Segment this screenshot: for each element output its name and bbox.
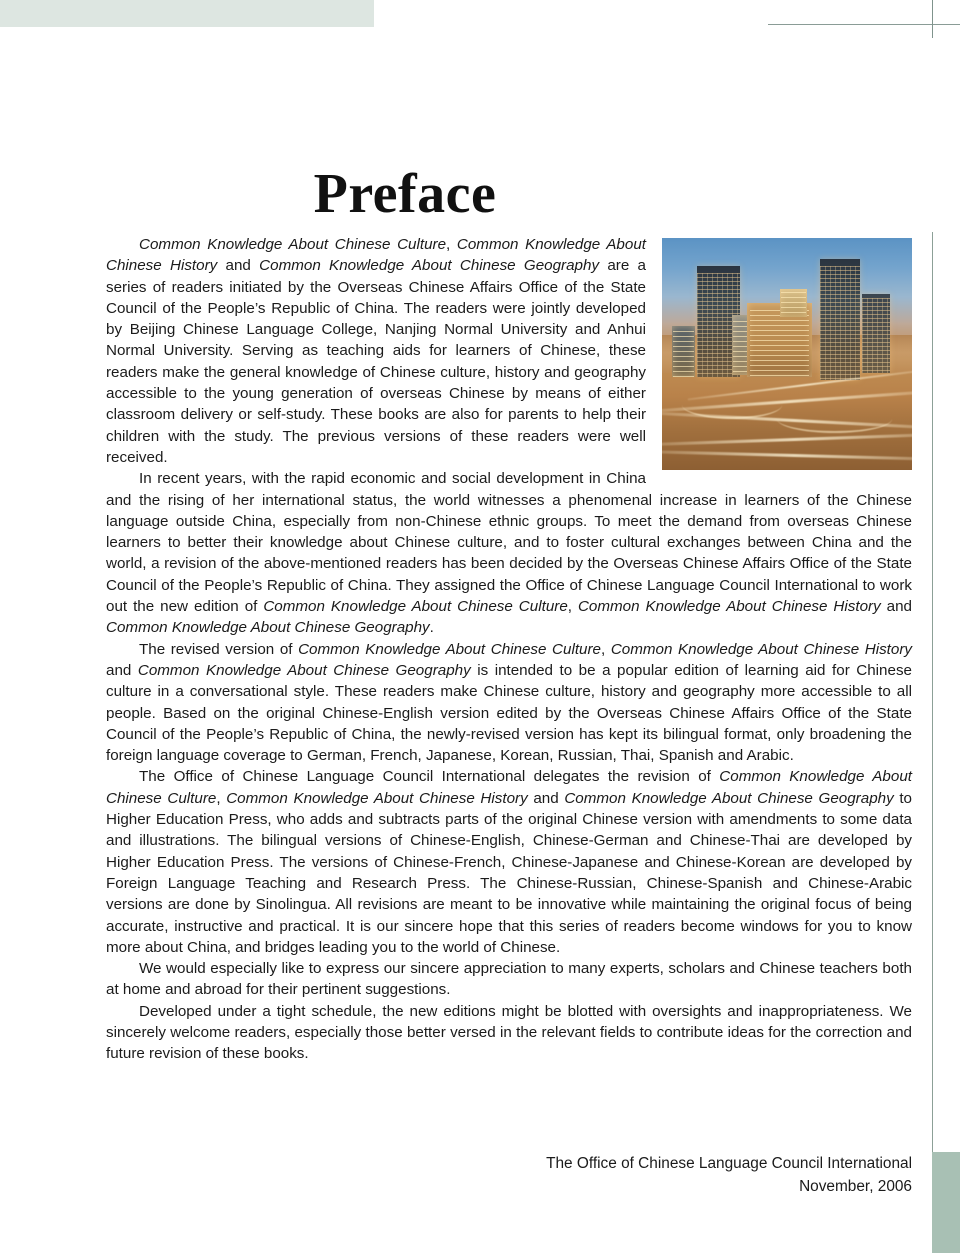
bottom-right-accent-block	[932, 1152, 960, 1253]
preface-body	[106, 234, 912, 1065]
signature-date: November, 2006	[799, 1178, 912, 1195]
photo-skyscraper-right	[820, 259, 860, 380]
cityscape-photo	[662, 238, 912, 470]
page-title: Preface	[313, 162, 497, 225]
photo-skyscraper-far-right	[862, 294, 890, 373]
paragraph-1: Common Knowledge About Chinese Culture, Common Knowledge About Chinese History and Common Knowledge About Chinese Geography are a series of readers initiated by the Overseas Chinese Affairs Office of the State Council of the People’s Republic of China. The readers were jointly developed by Beijing Chinese Language College, Nanjing Normal University and Anhui Normal University. Serving as teaching aids for learners of Chinese, these readers make the general knowledge of Chinese culture, history and geography accessible to the young generation of overseas Chinese by means of either classroom delivery or self-study. These books are also for parents to help their children with the study. The previous versions of these readers were well received.	[106, 236, 647, 466]
signature-author: The Office of Chinese Language Council International	[546, 1155, 912, 1172]
photo-building-b	[780, 289, 808, 317]
top-left-accent-bar	[0, 0, 374, 27]
right-margin-vertical-rule	[932, 232, 933, 1152]
header-vertical-rule	[932, 0, 933, 38]
paragraph-3: The revised version of Common Knowledge About Chinese Culture, Common Knowledge About Chinese History and Common Knowledge About Chinese Geography is intended to be a popular edition of learning aid for Chinese culture in a conversational style. These readers make Chinese culture, history and geography more accessible to all people. Based on the original Chinese-English version edited by the Overseas Chinese Affairs Office of the State Council of the People’s Republic of China, the newly-revised version has kept its bilingual format, only broadening the foreign language coverage to German, French, Japanese, Korean, Russian, Thai, Spanish and Arabic.	[106, 640, 913, 765]
paragraph-5: We would especially like to express our sincere appreciation to many experts, scholars and Chinese teachers both at home and abroad for their pertinent suggestions.	[106, 960, 912, 999]
paragraph-2: In recent years, with the rapid economic and social development in China and the rising of her international status, the world witnesses a phenomenal increase in learners of the Chinese language outside China, especially from non-Chinese ethnic groups. To meet the demand from overseas Chinese learners to better their knowledge about Chinese culture, and to foster cultural exchanges between China and the world, a revision of the above-mentioned readers has been decided by the Overseas Chinese Affairs Office of the State Council of the People’s Republic of China. They assigned the Office of Chinese Language Council International to work out the new edition of Common Knowledge About Chinese Culture, Common Knowledge About Chinese History and Common Knowledge About Chinese Geography.	[106, 470, 913, 637]
paragraph-6: Developed under a tight schedule, the new editions might be blotted with oversights and inappropriateness. We sincerely welcome readers, especially those better versed in the relevant fields to contribute ideas for the correction and future revision of these books.	[106, 1002, 912, 1063]
signature-block	[106, 1152, 912, 1198]
photo-building-c	[672, 326, 695, 377]
paragraph-4: The Office of Chinese Language Council International delegates the revision of Common Knowledge About Chinese Culture, Common Knowledge About Chinese History and Common Knowledge About Chinese Geography to Higher Education Press, who adds and subtracts parts of the original Chinese version with amendments to some data and illustrations. The bilingual versions of Chinese-English, Chinese-German and Chinese-Thai are developed by Higher Education Press. The versions of Chinese-French, Chinese-Japanese and Chinese-Korean are developed by Foreign Language Teaching and Research Press. The Chinese-Russian, Chinese-Spanish and Chinese-Arabic versions are done by Sinolingua. All revisions are meant to be innovative while maintaining the original focus of being accurate, instructive and practical. It is our sincere hope that this series of readers become windows for you to know more about China, and bridges leading you to the world of Chinese.	[106, 768, 913, 956]
